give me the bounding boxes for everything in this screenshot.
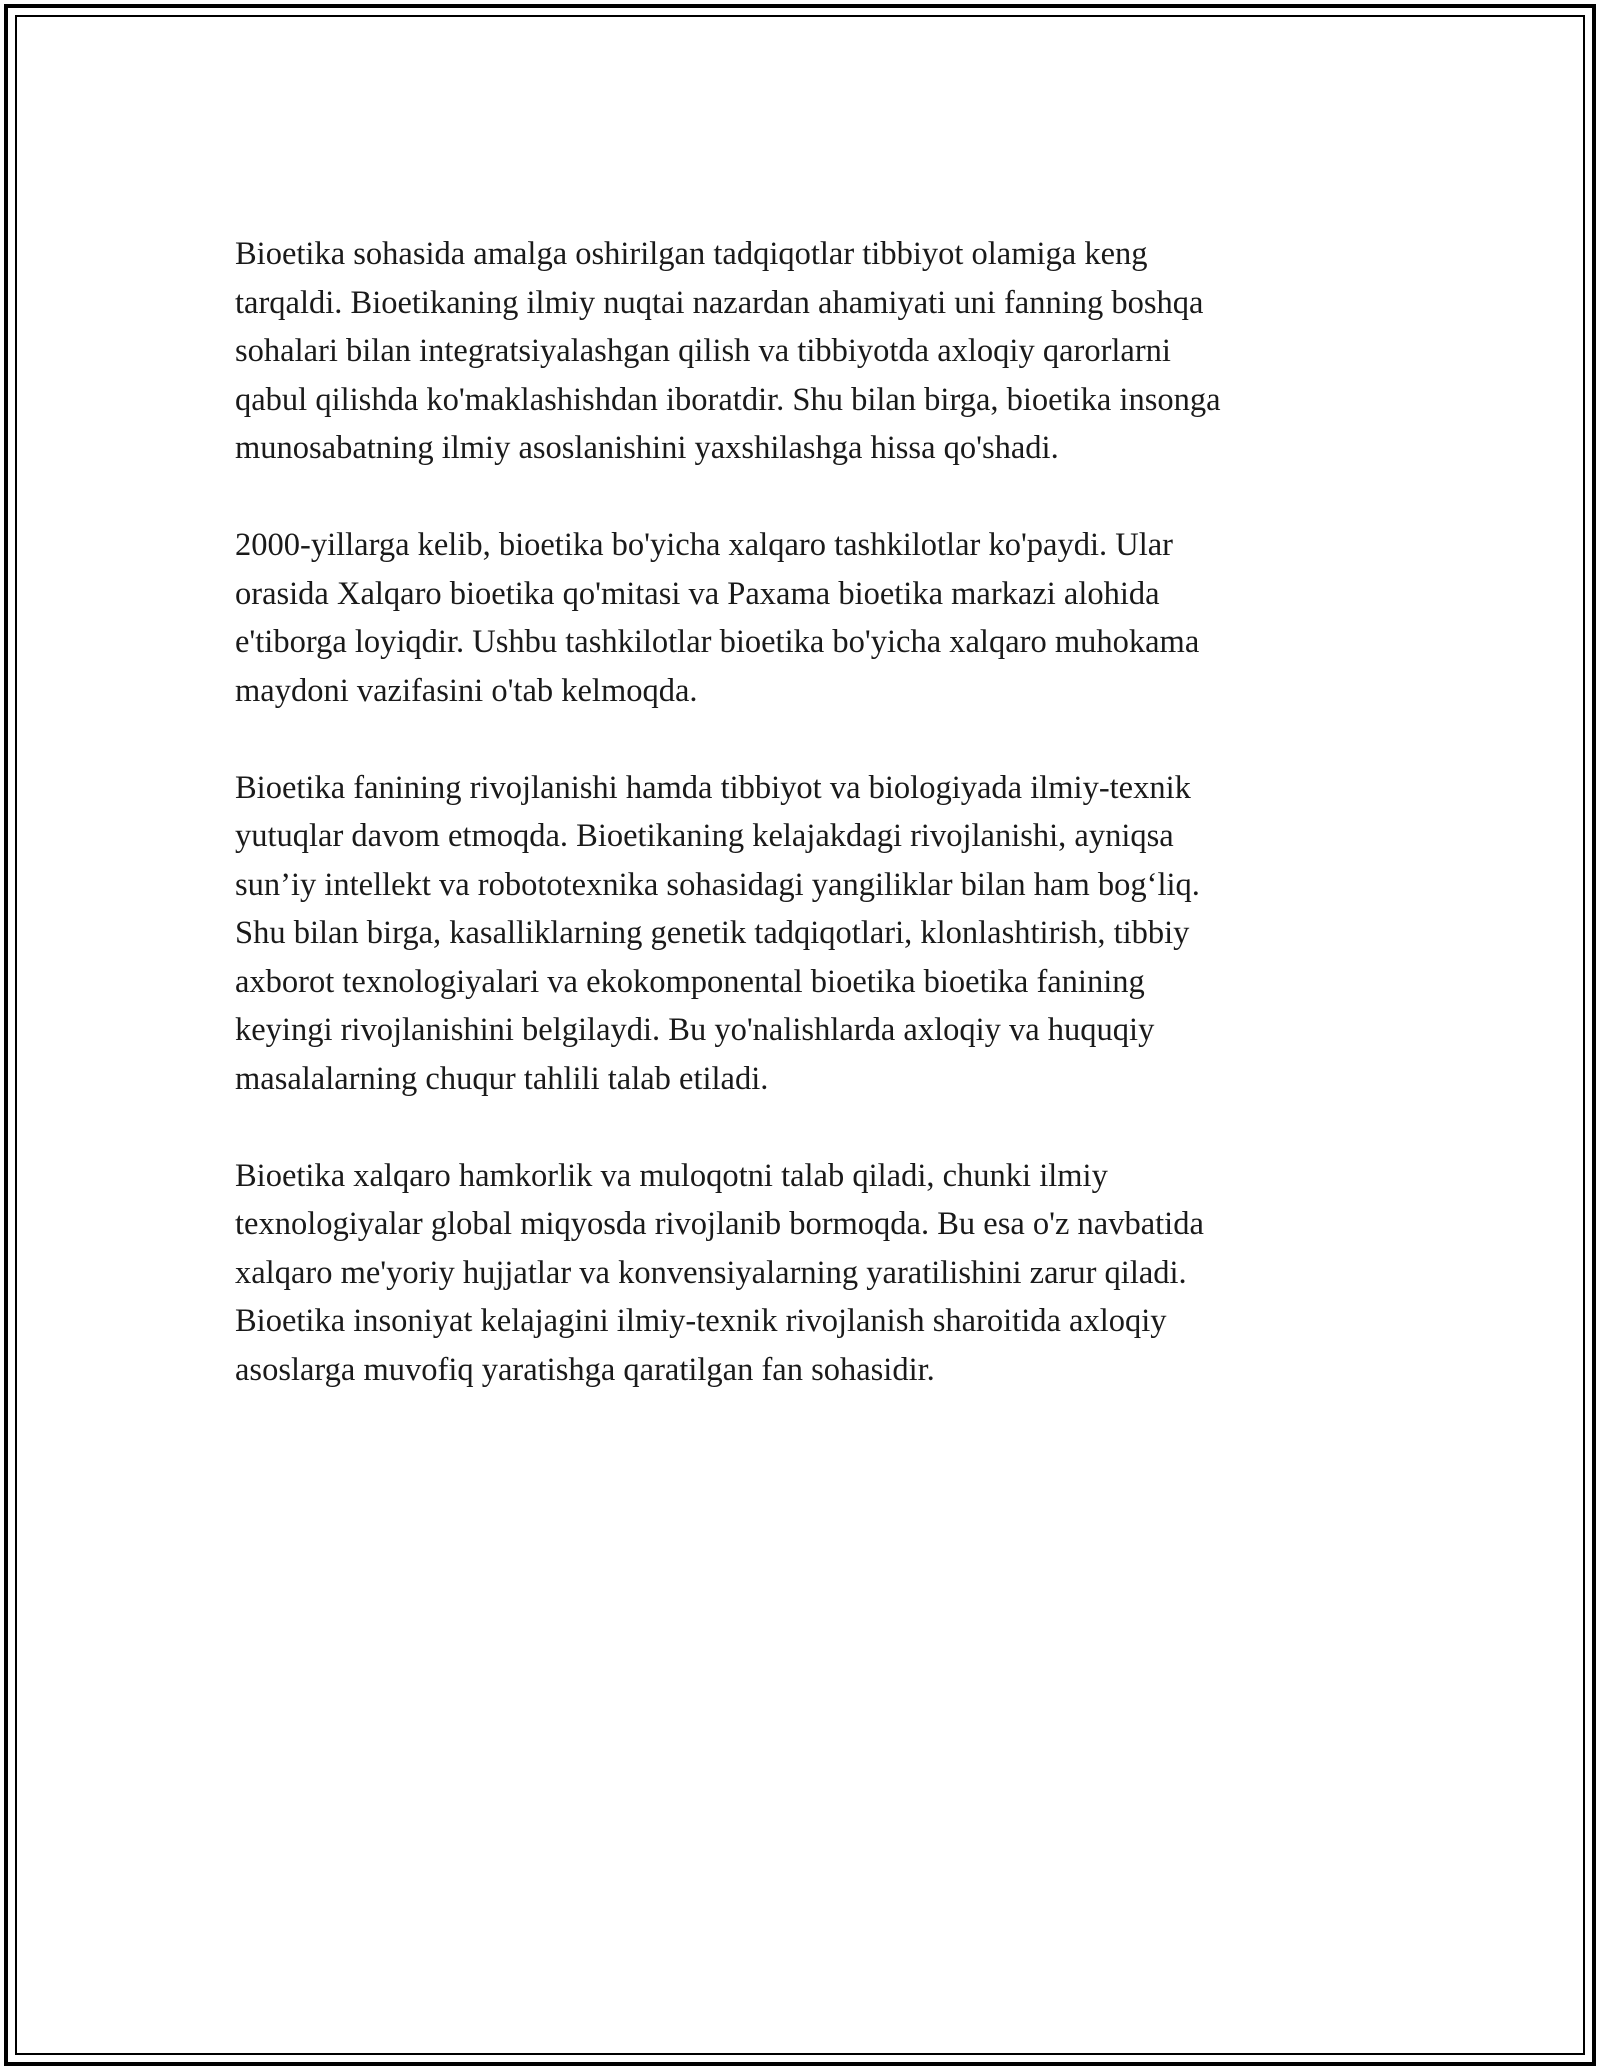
text-line: sohalari bilan integratsiyalashgan qilish va tibbiyotda axloqiy qarorlarni [235, 333, 1171, 369]
text-line: qabul qilishda ko'maklashishdan iboratdir. Shu bilan birga, bioetika insonga [235, 381, 1221, 418]
paragraph-2 [235, 521, 1365, 715]
paragraph-4 [235, 1152, 1365, 1395]
text-line: sun’iy intellekt va robototexnika sohasidagi yangiliklar bilan ham bog‘liq. [235, 866, 1200, 903]
text-line: 2000-yillarga kelib, bioetika bo'yicha xalqaro tashkilotlar ko'paydi. Ular [235, 527, 1174, 563]
document-body [235, 230, 1365, 1443]
text-line: e'tiborga loyiqdir. Ushbu tashkilotlar bioetika bo'yicha xalqaro muhokama [235, 624, 1200, 660]
text-line: maydoni vazifasini o'tab kelmoqda. [235, 672, 698, 709]
text-line: Bioetika sohasida amalga oshirilgan tadqiqotlar tibbiyot olamiga keng [235, 236, 1148, 272]
paragraph-3 [235, 764, 1365, 1104]
text-line: masalalarning chuqur tahlili talab etiladi. [235, 1060, 769, 1097]
text-line: texnologiyalar global miqyosda rivojlanib bormoqda. Bu esa o'z navbatida [235, 1206, 1204, 1242]
text-line: munosabatning ilmiy asoslanishini yaxshilashga hissa qo'shadi. [235, 430, 1059, 466]
text-line: yutuqlar davom etmoqda. Bioetikaning kelajakdagi rivojlanishi, ayniqsa [235, 818, 1174, 854]
text-line: orasida Xalqaro bioetika qo'mitasi va Paxama bioetika markazi alohida [235, 575, 1160, 612]
text-line: Bioetika insoniyat kelajagini ilmiy-texnik rivojlanish sharoitida axloqiy [235, 1303, 1167, 1339]
text-line: asoslarga muvofiq yaratishga qaratilgan fan sohasidir. [235, 1351, 935, 1388]
paragraph-1 [235, 230, 1365, 473]
text-line: Bioetika xalqaro hamkorlik va muloqotni talab qiladi, chunki ilmiy [235, 1157, 1108, 1194]
text-line: xalqaro me'yoriy hujjatlar va konvensiyalarning yaratilishini zarur qiladi. [235, 1254, 1187, 1291]
text-line: keyingi rivojlanishini belgilaydi. Bu yo'nalishlarda axloqiy va huquqiy [235, 1012, 1155, 1048]
text-line: Bioetika fanining rivojlanishi hamda tibbiyot va biologiyada ilmiy-texnik [235, 769, 1191, 806]
text-line: tarqaldi. Bioetikaning ilmiy nuqtai nazardan ahamiyati uni fanning boshqa [235, 284, 1204, 321]
text-line: Shu bilan birga, kasalliklarning genetik tadqiqotlari, klonlashtirish, tibbiy [235, 915, 1190, 951]
text-line: axborot texnologiyalari va ekokomponental bioetika bioetika fanining [235, 963, 1145, 1000]
